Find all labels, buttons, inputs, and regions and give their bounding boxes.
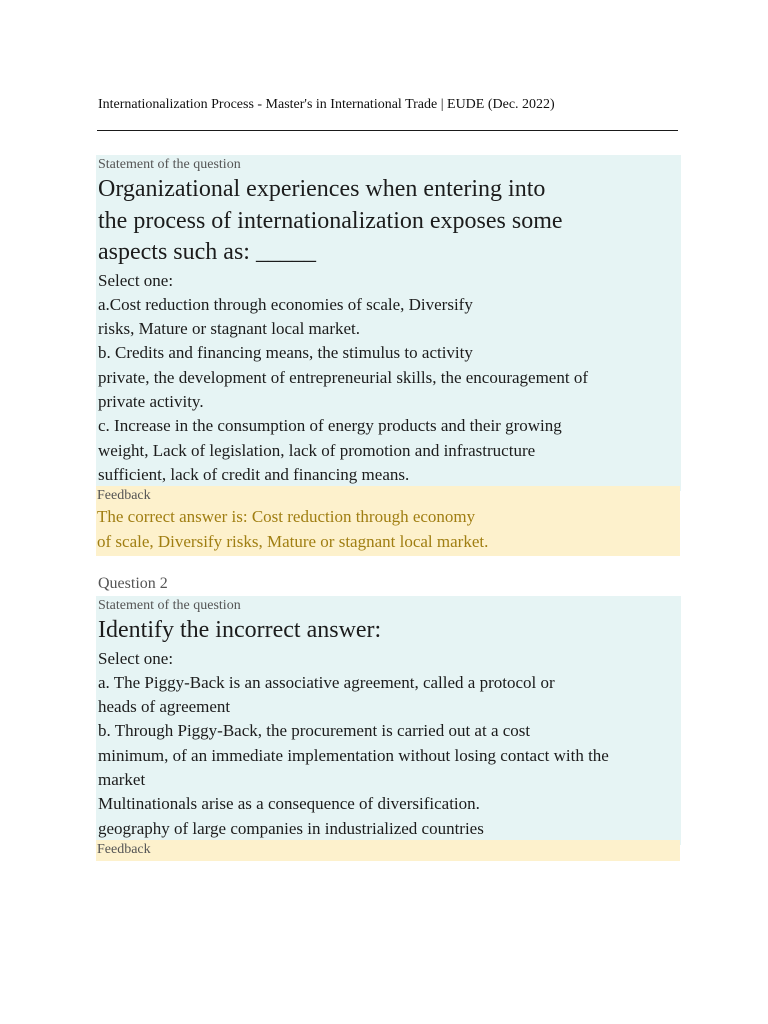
question-1-option-line: weight, Lack of legislation, lack of promotion and infrastructure <box>98 440 536 460</box>
question-1-option-line: c. Increase in the consumption of energy products and their growing <box>98 416 562 436</box>
question-1-option-line: private, the development of entrepreneurial skills, the encouragement of <box>98 367 588 387</box>
question-1-statement-panel <box>96 155 681 491</box>
question-1-option-line: a.Cost reduction through economies of scale, Diversify <box>98 294 473 314</box>
statement-label: Statement of the question <box>98 598 241 613</box>
question-1-title-line: Organizational experiences when entering into <box>98 176 546 202</box>
feedback-answer-line: of scale, Diversify risks, Mature or stagnant local market. <box>97 531 489 551</box>
question-2-option-line: geography of large companies in industrialized countries <box>98 818 484 838</box>
header-divider <box>97 130 678 131</box>
question-1-option-line: b. Credits and financing means, the stimulus to activity <box>98 343 473 363</box>
question-2-statement-panel <box>96 596 681 845</box>
select-one-label: Select one: <box>98 648 174 668</box>
question-2-number: Question 2 <box>98 575 168 592</box>
document-header-title: Internationalization Process - Master's in International Trade | EUDE (Dec. 2022) <box>98 97 555 112</box>
question-1-option-line: private activity. <box>98 391 204 411</box>
question-2-feedback-panel <box>96 840 680 861</box>
question-1-title-line: aspects such as: _____ <box>98 239 316 265</box>
question-1-feedback-panel <box>96 486 680 556</box>
question-2-option-line: heads of agreement <box>98 697 231 717</box>
question-1-option-line: sufficient, lack of credit and financing means. <box>98 464 410 484</box>
question-1-option-line: risks, Mature or stagnant local market. <box>98 319 361 339</box>
feedback-label: Feedback <box>97 488 151 503</box>
question-2-option-line: b. Through Piggy-Back, the procurement is carried out at a cost <box>98 721 531 741</box>
question-1-title-line: the process of internationalization exposes some <box>98 207 563 234</box>
question-2-option-line: minimum, of an immediate implementation without losing contact with the <box>98 745 609 765</box>
question-2-option-line: Multinationals arise as a consequence of diversification. <box>98 794 480 814</box>
feedback-answer-line: The correct answer is: Cost reduction through economy <box>97 507 476 526</box>
question-2-title: Identify the incorrect answer: <box>98 617 382 643</box>
statement-label: Statement of the question <box>98 157 241 172</box>
feedback-label: Feedback <box>97 842 151 857</box>
question-2-option-line: market <box>98 769 146 789</box>
select-one-label: Select one: <box>98 270 174 290</box>
question-2-option-line: a. The Piggy-Back is an associative agreement, called a protocol or <box>98 672 555 692</box>
